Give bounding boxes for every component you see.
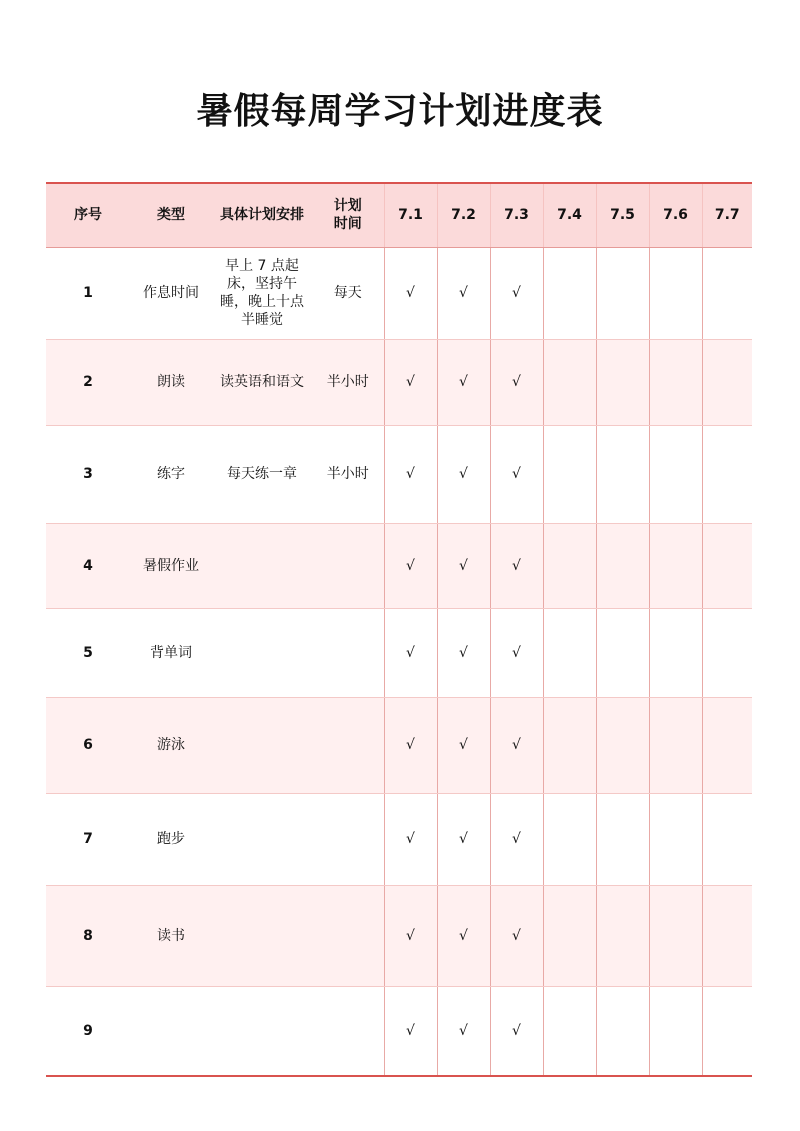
table-row (46, 247, 752, 339)
header-date: 7.4 (543, 183, 596, 247)
row-detail (212, 986, 312, 1076)
row-index: 6 (46, 697, 130, 793)
check-cell (649, 425, 702, 523)
check-cell (649, 697, 702, 793)
row-index: 2 (46, 339, 130, 425)
check-cell: √ (437, 247, 490, 339)
header-type: 类型 (130, 183, 212, 247)
check-cell (543, 339, 596, 425)
check-cell (649, 339, 702, 425)
header-time-line2: 时间 (333, 216, 362, 233)
check-cell (702, 425, 752, 523)
check-cell (543, 697, 596, 793)
check-cell: √ (384, 339, 437, 425)
check-cell (702, 885, 752, 986)
row-type: 游泳 (130, 697, 212, 793)
check-cell: √ (490, 247, 543, 339)
check-cell: √ (490, 523, 543, 608)
check-cell (702, 247, 752, 339)
check-cell (596, 793, 649, 885)
row-detail (212, 697, 312, 793)
check-cell (543, 247, 596, 339)
row-time: 半小时 (312, 339, 384, 425)
row-type: 读书 (130, 885, 212, 986)
row-detail: 每天练一章 (212, 425, 312, 523)
row-detail: 读英语和语文 (212, 339, 312, 425)
check-cell: √ (490, 339, 543, 425)
check-cell (649, 986, 702, 1076)
row-type: 作息时间 (130, 247, 212, 339)
check-cell (543, 523, 596, 608)
check-cell: √ (490, 986, 543, 1076)
row-detail (212, 523, 312, 608)
check-cell: √ (437, 986, 490, 1076)
check-cell: √ (384, 425, 437, 523)
check-cell: √ (437, 697, 490, 793)
header-time (312, 183, 384, 247)
plan-table (46, 182, 752, 1077)
check-cell (543, 425, 596, 523)
check-cell: √ (490, 885, 543, 986)
row-type: 朗读 (130, 339, 212, 425)
row-time: 每天 (312, 247, 384, 339)
table-row (46, 986, 752, 1076)
check-cell (596, 885, 649, 986)
check-cell: √ (384, 608, 437, 697)
check-cell (649, 885, 702, 986)
row-time (312, 608, 384, 697)
check-cell: √ (384, 523, 437, 608)
table-row (46, 523, 752, 608)
check-cell: √ (490, 425, 543, 523)
check-cell (596, 608, 649, 697)
check-cell (702, 986, 752, 1076)
check-cell (702, 697, 752, 793)
row-time: 半小时 (312, 425, 384, 523)
check-cell (702, 523, 752, 608)
check-cell: √ (437, 339, 490, 425)
table-header-row (46, 183, 752, 247)
check-cell (649, 793, 702, 885)
row-type: 暑假作业 (130, 523, 212, 608)
row-type (130, 986, 212, 1076)
row-index: 3 (46, 425, 130, 523)
check-cell: √ (490, 697, 543, 793)
row-time (312, 793, 384, 885)
row-index: 9 (46, 986, 130, 1076)
table-row (46, 885, 752, 986)
check-cell (702, 608, 752, 697)
check-cell: √ (437, 793, 490, 885)
check-cell: √ (437, 885, 490, 986)
row-type: 练字 (130, 425, 212, 523)
check-cell: √ (384, 697, 437, 793)
row-detail (212, 885, 312, 986)
row-index: 1 (46, 247, 130, 339)
check-cell (543, 608, 596, 697)
table-row (46, 608, 752, 697)
check-cell (596, 339, 649, 425)
row-index: 8 (46, 885, 130, 986)
row-time (312, 697, 384, 793)
header-date: 7.3 (490, 183, 543, 247)
check-cell: √ (384, 247, 437, 339)
check-cell (649, 608, 702, 697)
check-cell: √ (384, 986, 437, 1076)
row-type: 背单词 (130, 608, 212, 697)
header-time-line1: 计划 (333, 198, 362, 215)
table-row (46, 339, 752, 425)
check-cell (543, 986, 596, 1076)
table-row (46, 793, 752, 885)
header-date: 7.5 (596, 183, 649, 247)
check-cell (702, 793, 752, 885)
check-cell: √ (490, 793, 543, 885)
check-cell (702, 339, 752, 425)
row-index: 7 (46, 793, 130, 885)
page-title: 暑假每周学习计划进度表 (196, 91, 604, 132)
table-row (46, 425, 752, 523)
check-cell (649, 523, 702, 608)
row-time (312, 523, 384, 608)
header-date: 7.2 (437, 183, 490, 247)
check-cell: √ (384, 885, 437, 986)
row-detail: 早上 7 点起床，坚持午睡，晚上十点半睡觉 (212, 247, 312, 339)
row-detail (212, 793, 312, 885)
header-index: 序号 (46, 183, 130, 247)
header-detail: 具体计划安排 (212, 183, 312, 247)
check-cell (649, 247, 702, 339)
header-date: 7.6 (649, 183, 702, 247)
row-type: 跑步 (130, 793, 212, 885)
row-detail (212, 608, 312, 697)
table-row (46, 697, 752, 793)
check-cell: √ (490, 608, 543, 697)
check-cell (596, 247, 649, 339)
check-cell (596, 986, 649, 1076)
row-time (312, 885, 384, 986)
check-cell (543, 885, 596, 986)
check-cell: √ (437, 608, 490, 697)
header-date: 7.7 (702, 183, 752, 247)
header-date: 7.1 (384, 183, 437, 247)
check-cell: √ (384, 793, 437, 885)
check-cell: √ (437, 523, 490, 608)
check-cell (596, 425, 649, 523)
check-cell: √ (437, 425, 490, 523)
check-cell (543, 793, 596, 885)
check-cell (596, 697, 649, 793)
row-time (312, 986, 384, 1076)
check-cell (596, 523, 649, 608)
row-index: 4 (46, 523, 130, 608)
row-index: 5 (46, 608, 130, 697)
